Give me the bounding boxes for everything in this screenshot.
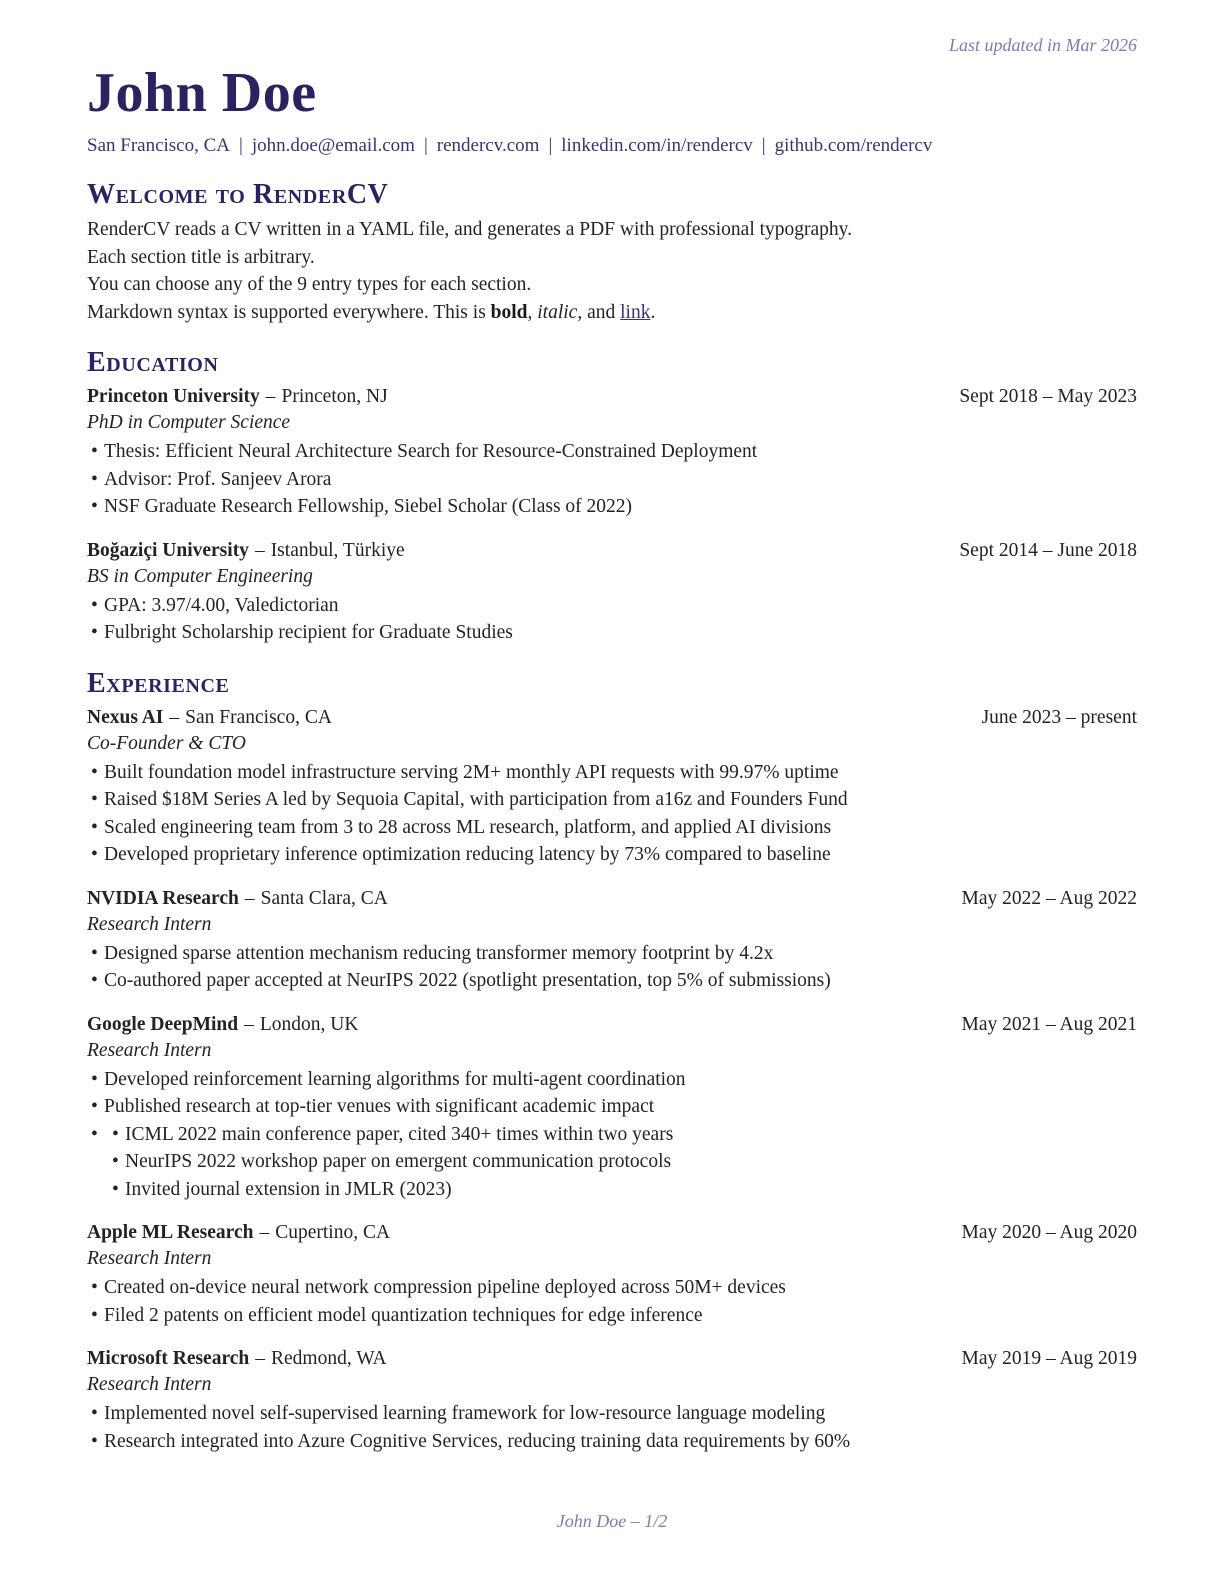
entry-header xyxy=(87,1346,1137,1372)
welcome-line: You can choose any of the 9 entry types for each section. xyxy=(87,274,532,295)
contact-location: San Francisco, CA xyxy=(87,135,231,156)
highlights-list xyxy=(87,592,1137,647)
entry-dates: Sept 2014 – June 2018 xyxy=(959,539,1137,561)
highlight-item: • Co-authored paper accepted at NeurIPS 2022 (spotlight presentation, top 5% of submissions) xyxy=(104,967,1137,995)
company-name: Nexus AI xyxy=(87,706,164,728)
entry-header-left xyxy=(87,705,332,731)
position-label: Research Intern xyxy=(87,1248,212,1269)
highlight-item: • Thesis: Efficient Neural Architecture Search for Resource-Constrained Deployment xyxy=(104,438,1137,466)
sub-highlight-item: • NeurIPS 2022 workshop paper on emergent communication protocols xyxy=(125,1148,1137,1176)
highlight-item: • Implemented novel self-supervised learning framework for low-resource language modeling xyxy=(104,1400,1137,1428)
entry-header xyxy=(87,538,1137,564)
entry-dates: June 2023 – present xyxy=(981,706,1137,728)
institution-name: Boğaziçi University xyxy=(87,539,249,561)
contact-email-link[interactable]: john.doe@email.com xyxy=(251,135,415,156)
highlight-item: • Raised $18M Series A led by Sequoia Capital, with participation from a16z and Founders Fund xyxy=(104,786,1137,814)
position-label: Co-Founder & CTO xyxy=(87,732,246,754)
bold-sample: bold xyxy=(490,301,528,323)
entry-header-left xyxy=(87,886,388,912)
experience-entry xyxy=(87,1346,1137,1455)
highlights-list xyxy=(87,1066,1137,1204)
highlights-list xyxy=(87,940,1137,995)
last-updated-note: Last updated in Mar 2026 xyxy=(948,35,1137,55)
dash-separator: – xyxy=(259,1222,270,1243)
entry-location: San Francisco, CA xyxy=(185,706,332,728)
section-title-education: Education xyxy=(87,347,219,378)
dash-separator: – xyxy=(254,539,265,561)
section-experience xyxy=(87,668,1137,1456)
entry-location: Cupertino, CA xyxy=(275,1222,391,1243)
markdown-sep: , and xyxy=(577,301,621,323)
position-label: Research Intern xyxy=(87,1039,212,1061)
contact-separator: | xyxy=(239,135,243,156)
section-welcome xyxy=(87,179,1137,326)
entry-location: Istanbul, Türkiye xyxy=(270,539,405,561)
highlight-item: • Filed 2 patents on efficient model quantization techniques for edge inference xyxy=(104,1302,1137,1330)
italic-sample: italic xyxy=(537,301,578,323)
highlights-list xyxy=(87,438,1137,521)
entry-location: Santa Clara, CA xyxy=(260,887,388,909)
contact-separator: | xyxy=(761,135,766,156)
markdown-prefix: Markdown syntax is supported everywhere. This is xyxy=(87,301,491,323)
highlight-item: • Advisor: Prof. Sanjeev Arora xyxy=(104,466,1137,494)
markdown-sep: , xyxy=(527,301,538,323)
entry-dates: May 2020 – Aug 2020 xyxy=(961,1222,1137,1243)
education-entry xyxy=(87,384,1137,521)
page-footer: John Doe – 1/2 xyxy=(556,1511,668,1531)
entry-header xyxy=(87,384,1137,410)
company-name: Apple ML Research xyxy=(87,1222,254,1243)
highlights-list xyxy=(87,759,1137,869)
highlights-list xyxy=(87,1400,1137,1455)
dash-separator: – xyxy=(244,1013,254,1035)
entry-header xyxy=(87,886,1137,912)
entry-location: Princeton, NJ xyxy=(281,386,388,407)
highlight-item: • Created on-device neural network compression pipeline deployed across 50M+ devices xyxy=(104,1274,1137,1302)
entry-dates: Sept 2018 – May 2023 xyxy=(959,386,1137,407)
experience-entry xyxy=(87,1220,1137,1329)
entry-header xyxy=(87,705,1137,731)
contact-separator: | xyxy=(548,135,553,156)
link-sample[interactable]: link xyxy=(620,301,651,323)
contact-linkedin-link[interactable]: linkedin.com/in/rendercv xyxy=(561,135,753,156)
section-title-experience: Experience xyxy=(87,667,230,699)
welcome-line: RenderCV reads a CV written in a YAML file, and generates a PDF with professional typography. xyxy=(87,219,853,240)
company-name: NVIDIA Research xyxy=(87,887,239,909)
highlight-item: • Published research at top-tier venues with significant academic impact xyxy=(104,1093,1137,1121)
welcome-markdown-line xyxy=(87,299,1137,327)
contact-website-link[interactable]: rendercv.com xyxy=(436,135,540,156)
dash-separator: – xyxy=(244,887,255,909)
company-name: Microsoft Research xyxy=(87,1348,250,1369)
highlight-item: • Developed reinforcement learning algorithms for multi-agent coordination xyxy=(104,1066,1137,1094)
contact-separator: | xyxy=(423,135,428,156)
entry-header-left xyxy=(87,538,405,564)
highlight-item: • Designed sparse attention mechanism reducing transformer memory footprint by 4.2x xyxy=(104,940,1137,968)
degree-label: BS in Computer Engineering xyxy=(87,565,313,587)
degree-label: PhD in Computer Science xyxy=(87,412,291,433)
dash-separator: – xyxy=(265,386,276,407)
highlight-item: • Developed proprietary inference optimization reducing latency by 73% compared to baseline xyxy=(104,841,1137,869)
sub-highlight-item: • Invited journal extension in JMLR (2023) xyxy=(125,1176,1137,1204)
highlight-item: • GPA: 3.97/4.00, Valedictorian xyxy=(104,592,1137,620)
dash-separator: – xyxy=(169,706,180,728)
highlight-item: • NSF Graduate Research Fellowship, Siebel Scholar (Class of 2022) xyxy=(104,493,1137,521)
sub-highlights-list xyxy=(104,1121,1137,1204)
person-name: John Doe xyxy=(87,62,317,124)
highlight-item: • Scaled engineering team from 3 to 28 across ML research, platform, and applied AI divisions xyxy=(104,814,1137,842)
markdown-suffix: . xyxy=(650,301,656,323)
entry-location: Redmond, WA xyxy=(271,1348,387,1369)
education-entry xyxy=(87,538,1137,647)
experience-entry xyxy=(87,886,1137,995)
institution-name: Princeton University xyxy=(87,386,260,407)
section-education xyxy=(87,347,1137,647)
welcome-line: Each section title is arbitrary. xyxy=(87,246,315,268)
position-label: Research Intern xyxy=(87,913,212,935)
dash-separator: – xyxy=(255,1348,266,1369)
experience-entry xyxy=(87,1012,1137,1204)
entry-header xyxy=(87,1220,1137,1246)
highlight-item: • Research integrated into Azure Cognitive Services, reducing training data requirements by 60% xyxy=(104,1428,1137,1456)
entry-header-left xyxy=(87,1012,358,1038)
subhighlights-container xyxy=(104,1121,1137,1204)
entry-dates: May 2021 – Aug 2021 xyxy=(961,1013,1137,1035)
highlights-list xyxy=(87,1274,1137,1329)
entry-location: London, UK xyxy=(259,1013,359,1035)
entry-dates: May 2019 – Aug 2019 xyxy=(961,1348,1137,1369)
highlight-item: • Fulbright Scholarship recipient for Graduate Studies xyxy=(104,619,1137,647)
contact-line xyxy=(87,134,1137,158)
company-name: Google DeepMind xyxy=(87,1013,239,1035)
entry-header xyxy=(87,1012,1137,1038)
experience-entry xyxy=(87,705,1137,869)
sub-highlight-item: • • ICML 2022 main conference paper, cited 340+ times within two years xyxy=(125,1121,1137,1149)
entry-dates: May 2022 – Aug 2022 xyxy=(961,887,1137,909)
contact-github-link[interactable]: github.com/rendercv xyxy=(774,135,933,156)
entry-header-left xyxy=(87,1220,390,1246)
entry-header-left xyxy=(87,384,388,410)
highlight-item: • Built foundation model infrastructure serving 2M+ monthly API requests with 99.97% uptime xyxy=(104,759,1137,787)
position-label: Research Intern xyxy=(87,1374,212,1395)
section-title-welcome: Welcome to RenderCV xyxy=(87,179,389,210)
entry-header-left xyxy=(87,1346,387,1372)
